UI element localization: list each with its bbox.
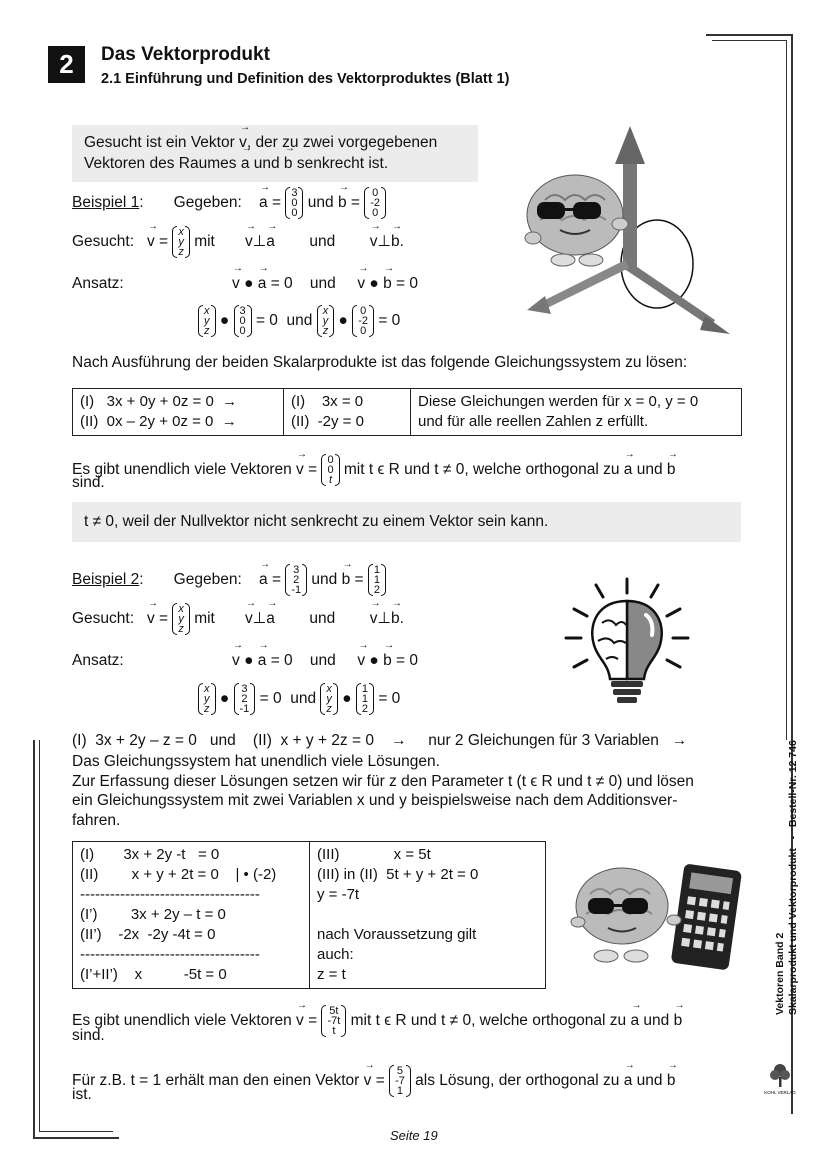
zero-eq: = 0 — [378, 312, 401, 330]
dot-symbol: ● — [338, 312, 348, 330]
intro-text-1b: , der zu zwei vorgegebenen — [246, 134, 438, 151]
zero-eq: = 0 — [270, 652, 293, 669]
ex2-sought-label: Gesucht: — [72, 610, 135, 628]
dot-symbol: ● — [369, 652, 379, 669]
brain-lightbulb-icon — [562, 575, 692, 715]
ex2-table-cell-1: (I) 3x + 2y -t = 0 (II) x + y + 2t = 0 | • (-2) ------------------------------------ (I’) 3x + 2y – t = 0 (II’) -2x -2y -4t = 0 ------------------------------------ (I’+II’) x -5t = 0 — [73, 842, 310, 989]
ex1-table-cell-1: (I) 3x + 0y + 0z = 0 → (II) 0x – 2y + 0z = 0 → — [73, 389, 284, 436]
component: z — [204, 703, 210, 715]
frame-line-top-right-2 — [712, 40, 786, 41]
component: x — [204, 683, 210, 695]
xyz-column — [172, 227, 190, 257]
eq-sign: = — [271, 571, 281, 589]
ex1-equation-table — [72, 388, 742, 436]
component: x — [178, 603, 184, 615]
ex2-given-label: Gegeben: — [173, 571, 242, 589]
vector-v: → v — [357, 652, 365, 670]
and-word: und — [309, 610, 336, 628]
vector-a: → a — [624, 1072, 633, 1090]
component: 0 — [239, 315, 246, 327]
dot-symbol: ● — [244, 275, 254, 292]
ex2-example-tail: ist. — [72, 1086, 92, 1103]
vector-b: → b — [338, 194, 347, 212]
dot-symbol: ● — [219, 690, 230, 708]
component: 3 — [291, 187, 298, 199]
vector-a: → a — [259, 571, 268, 589]
intro-text-2b: und — [249, 155, 284, 172]
chapter-title: Das Vektorprodukt — [101, 44, 270, 65]
ex2-example-line — [72, 1066, 675, 1096]
component: 2 — [241, 693, 248, 705]
frame-line-right-2 — [786, 40, 787, 740]
ex2-table-cell-2: (III) x = 5t (III) in (II) 5t + y + 2t = 0 y = -7t nach Voraussetzung gilt auch: z = t — [310, 842, 546, 989]
vector-v: → v — [245, 233, 253, 251]
xyz-column — [198, 306, 216, 336]
vector-b: → b — [667, 1072, 676, 1090]
component: 0 — [291, 197, 298, 209]
component: 2 — [293, 574, 300, 586]
ex1-result-text-c: und — [632, 461, 667, 479]
ex1-given-line: Beispiel 1: Gegeben: → a = 3 0 0 und → b = 0 -2 0 — [72, 188, 386, 218]
vector-v: → v — [232, 652, 240, 670]
perp-symbol: ⊥ — [252, 233, 267, 251]
component: z — [204, 325, 210, 337]
and-word: und — [286, 312, 313, 330]
ex1-result-tail: sind. — [72, 474, 105, 491]
ex2-sought-line: Gesucht: → v = x y z mit → v⊥→ a und → v⊥→ b. — [72, 604, 404, 634]
ex2-equation-line: (I) 3x + 2y – z = 0 und (II) x + y + 2z = 0 → nur 2 Gleichungen für 3 Variablen → — [72, 732, 688, 749]
and-word: und — [309, 233, 336, 251]
component: 1 — [396, 1085, 404, 1097]
frame-line-top-right — [706, 34, 792, 36]
ex1-vector-a-column — [285, 188, 303, 218]
ex2-vector-b-column — [368, 565, 386, 595]
ex2-example-text-c: und — [632, 1072, 667, 1090]
component: 0 — [372, 207, 379, 219]
ex2-given-line: Beispiel 2: Gegeben: → a = 3 2 -1 und → b = 1 1 2 — [72, 565, 386, 595]
vector-v: → v — [357, 275, 365, 293]
brain-calculator-illustration — [570, 862, 745, 977]
component: t — [329, 474, 333, 486]
vector-b: → b — [284, 155, 293, 173]
ex1-approach-label: Ansatz: — [72, 275, 124, 292]
ex2-result-text-b: mit t ϵ R und t ≠ 0, welche orthogonal zu — [346, 1012, 631, 1030]
component: 0 — [239, 325, 246, 337]
eq-sign: = — [271, 194, 281, 212]
vector-a: → a — [259, 194, 268, 212]
component: y — [178, 613, 184, 625]
xyz-column — [317, 306, 335, 336]
vector-v: → v — [296, 461, 304, 479]
zero-eq: = 0 — [270, 275, 293, 292]
vector-v: → v — [364, 1072, 372, 1090]
component: 0 — [360, 305, 367, 317]
ex1-label: Beispiel 1 — [72, 194, 140, 212]
vector-v: → v — [147, 233, 155, 251]
eq-sign: = — [375, 1072, 385, 1090]
chapter-subtitle: 2.1 Einführung und Definition des Vektorproduktes (Blatt 1) — [101, 71, 510, 87]
component: 1 — [361, 683, 369, 695]
side-label — [774, 740, 802, 1015]
intro-text-2a: Vektoren des Raumes — [84, 155, 241, 172]
zero-eq: = 0 — [255, 312, 278, 330]
ex2-vector-a-column — [285, 565, 307, 595]
ex1-result-text-a: Es gibt unendlich viele Vektoren — [72, 461, 297, 479]
ex1-result-text-b: mit t ϵ R und t ≠ 0, welche orthogonal zu — [339, 461, 624, 479]
component: x — [204, 305, 210, 317]
ex1-vector-b-column — [364, 188, 386, 218]
component: 5t — [329, 1005, 339, 1017]
and-word: und — [311, 571, 338, 589]
component: 0 — [291, 207, 298, 219]
component: -7 — [395, 1075, 405, 1087]
component: 1 — [373, 574, 381, 586]
vector-a: → a — [624, 461, 633, 479]
eq-sign: = — [159, 233, 169, 251]
zero-eq: = 0 — [259, 690, 282, 708]
page-number: Seite 19 — [390, 1128, 438, 1143]
vector-v: → v — [296, 1012, 304, 1030]
component: y — [204, 693, 210, 705]
vector-b: → b — [667, 461, 676, 479]
ex2-approach-eq — [232, 652, 418, 670]
component: -2 — [358, 315, 369, 327]
and-word: und — [309, 652, 336, 669]
intro-line-2 — [84, 155, 388, 173]
component: 2 — [373, 584, 381, 596]
frame-line-left — [33, 740, 35, 1138]
vector-b: → b — [674, 1012, 683, 1030]
component: y — [178, 236, 184, 248]
component: 3 — [293, 564, 300, 576]
note-text: t ≠ 0, weil der Nullvektor nicht senkrecht zu einem Vektor sein kann. — [84, 513, 549, 530]
with-word: mit — [194, 233, 215, 251]
dot-symbol: ● — [244, 652, 254, 669]
component: 5 — [396, 1065, 404, 1077]
component: z — [178, 246, 184, 258]
ex2-result-text-a: Es gibt unendlich viele Vektoren — [72, 1012, 297, 1030]
component: y — [322, 315, 329, 327]
ex2-result-line — [72, 1006, 682, 1036]
ex1-vector-a-column — [234, 306, 252, 336]
component: -1 — [239, 703, 250, 715]
vector-a: → a — [630, 1012, 639, 1030]
ex2-label: Beispiel 2 — [72, 571, 140, 589]
ex1-lead-text: Nach Ausführung der beiden Skalarprodukte ist das folgende Gleichungssystem zu lösen: — [72, 354, 688, 371]
eq-sign: = — [308, 461, 318, 479]
ex1-approach-eq — [232, 275, 418, 293]
component: z — [178, 623, 184, 635]
vector-a: → a — [241, 155, 250, 173]
ex1-result-line — [72, 455, 676, 485]
xyz-column — [172, 604, 190, 634]
component: t — [332, 1025, 336, 1037]
vector-b: → b — [342, 571, 351, 589]
component: y — [204, 315, 210, 327]
ex2-approach-label: Ansatz: — [72, 652, 124, 669]
vector-v: → v — [239, 134, 247, 152]
vector-a: → a — [258, 652, 267, 670]
component: z — [322, 325, 329, 337]
ex2-vector-b-column — [356, 684, 374, 714]
frame-line-bottom-left — [33, 1137, 119, 1139]
component: x — [178, 226, 184, 238]
dot-symbol: ● — [219, 312, 230, 330]
and-word: und — [290, 690, 317, 708]
ex2-example-text-b: als Lösung, der orthogonal zu — [410, 1072, 624, 1090]
and-word: und — [307, 194, 334, 212]
vector-v: → v — [370, 610, 378, 628]
ex2-result-text-c: und — [639, 1012, 674, 1030]
and-word: und — [309, 275, 336, 292]
dot-symbol: ● — [342, 690, 352, 708]
vector-v: → v — [232, 275, 240, 293]
component: z — [326, 703, 332, 715]
vector-b: → b — [383, 652, 392, 670]
ex2-example-text-a: Für z.B. t = 1 erhält man den einen Vektor — [72, 1072, 364, 1090]
xyz-column — [320, 684, 338, 714]
eq-sign: = — [350, 194, 360, 212]
ex1-dot-products — [198, 306, 400, 336]
ex1-given-label: Gegeben: — [173, 194, 242, 212]
component: 1 — [373, 564, 381, 576]
vector-a: → a — [266, 610, 275, 628]
component: -7t — [327, 1015, 341, 1027]
zero-eq: = 0 — [396, 652, 418, 669]
ex1-sought-line: Gesucht: → v = x y z mit → v⊥→ a und → v⊥→ b. — [72, 227, 404, 257]
perp-symbol: ⊥ — [377, 233, 391, 251]
component: 0 — [360, 325, 367, 337]
component: x — [322, 305, 329, 317]
intro-text-1a: Gesucht ist ein Vektor — [84, 134, 240, 151]
component: 3 — [241, 683, 248, 695]
component: y — [326, 693, 332, 705]
with-word: mit — [194, 610, 215, 628]
vector-a: → a — [258, 275, 267, 293]
ex2-dot-products — [198, 684, 400, 714]
chapter-number-badge: 2 — [48, 46, 85, 83]
vector-b: → b — [383, 275, 392, 293]
vector-v: → v — [245, 610, 253, 628]
vector-b: → b — [391, 233, 400, 251]
intro-text-2c: senkrecht ist. — [292, 155, 389, 172]
frame-line-left-2 — [39, 740, 40, 1132]
ex2-result-vector — [321, 1006, 346, 1036]
xyz-column — [198, 684, 216, 714]
component: 2 — [361, 703, 369, 715]
component: 0 — [327, 464, 334, 476]
component: x — [326, 683, 332, 695]
eq-sign: = — [308, 1012, 318, 1030]
component: 0 — [327, 454, 334, 466]
eq-sign: = — [354, 571, 364, 589]
component: 3 — [239, 305, 246, 317]
vector-v: → v — [147, 610, 155, 628]
component: 1 — [361, 693, 369, 705]
ex1-vector-b-column — [352, 306, 374, 336]
ex2-paragraph: Das Gleichungssystem hat unendlich viele Lösungen. Zur Erfassung dieser Lösungen setzen wir für z den Parameter t (t ϵ R und t ≠ 0) und lösen ein Gleichungssystem mit zwei Variablen x und y beispielsweise nach dem Additionsver- fahren. — [72, 753, 694, 829]
ex2-result-tail: sind. — [72, 1027, 105, 1044]
perp-symbol: ⊥ — [252, 610, 267, 628]
ex1-sought-label: Gesucht: — [72, 233, 135, 251]
ex2-vector-a-column — [234, 684, 256, 714]
brain-axes-illustration — [515, 120, 735, 338]
side-line-2: Skalarprodukt und Vektorprodukt - Bestell-Nr. 12 746 — [787, 740, 799, 1015]
vector-v: → v — [370, 233, 378, 251]
intro-line-1 — [84, 134, 437, 152]
side-line-1: Vektoren Band 2 — [774, 932, 786, 1015]
ex1-result-vector — [321, 455, 339, 485]
component: -2 — [370, 197, 381, 209]
component: -1 — [291, 584, 302, 596]
dot-symbol: ● — [369, 275, 379, 292]
ex2-example-vector — [389, 1066, 411, 1096]
eq-sign: = — [159, 610, 169, 628]
ex1-table-cell-2: (I) 3x = 0 (II) -2y = 0 — [284, 389, 411, 436]
kohl-verlag-logo — [764, 1062, 796, 1096]
ex1-table-cell-3: Diese Gleichungen werden für x = 0, y = 0 und für alle reellen Zahlen z erfüllt. — [411, 389, 742, 436]
perp-symbol: ⊥ — [377, 610, 391, 628]
logo-text: KOHL VERLAG — [764, 1090, 796, 1095]
vector-a: → a — [266, 233, 275, 251]
ex2-equation-table — [72, 841, 546, 989]
component: 0 — [372, 187, 379, 199]
zero-eq: = 0 — [378, 690, 401, 708]
frame-line-bottom-left-2 — [39, 1131, 113, 1132]
vector-b: → b — [391, 610, 400, 628]
zero-eq: = 0 — [396, 275, 418, 292]
